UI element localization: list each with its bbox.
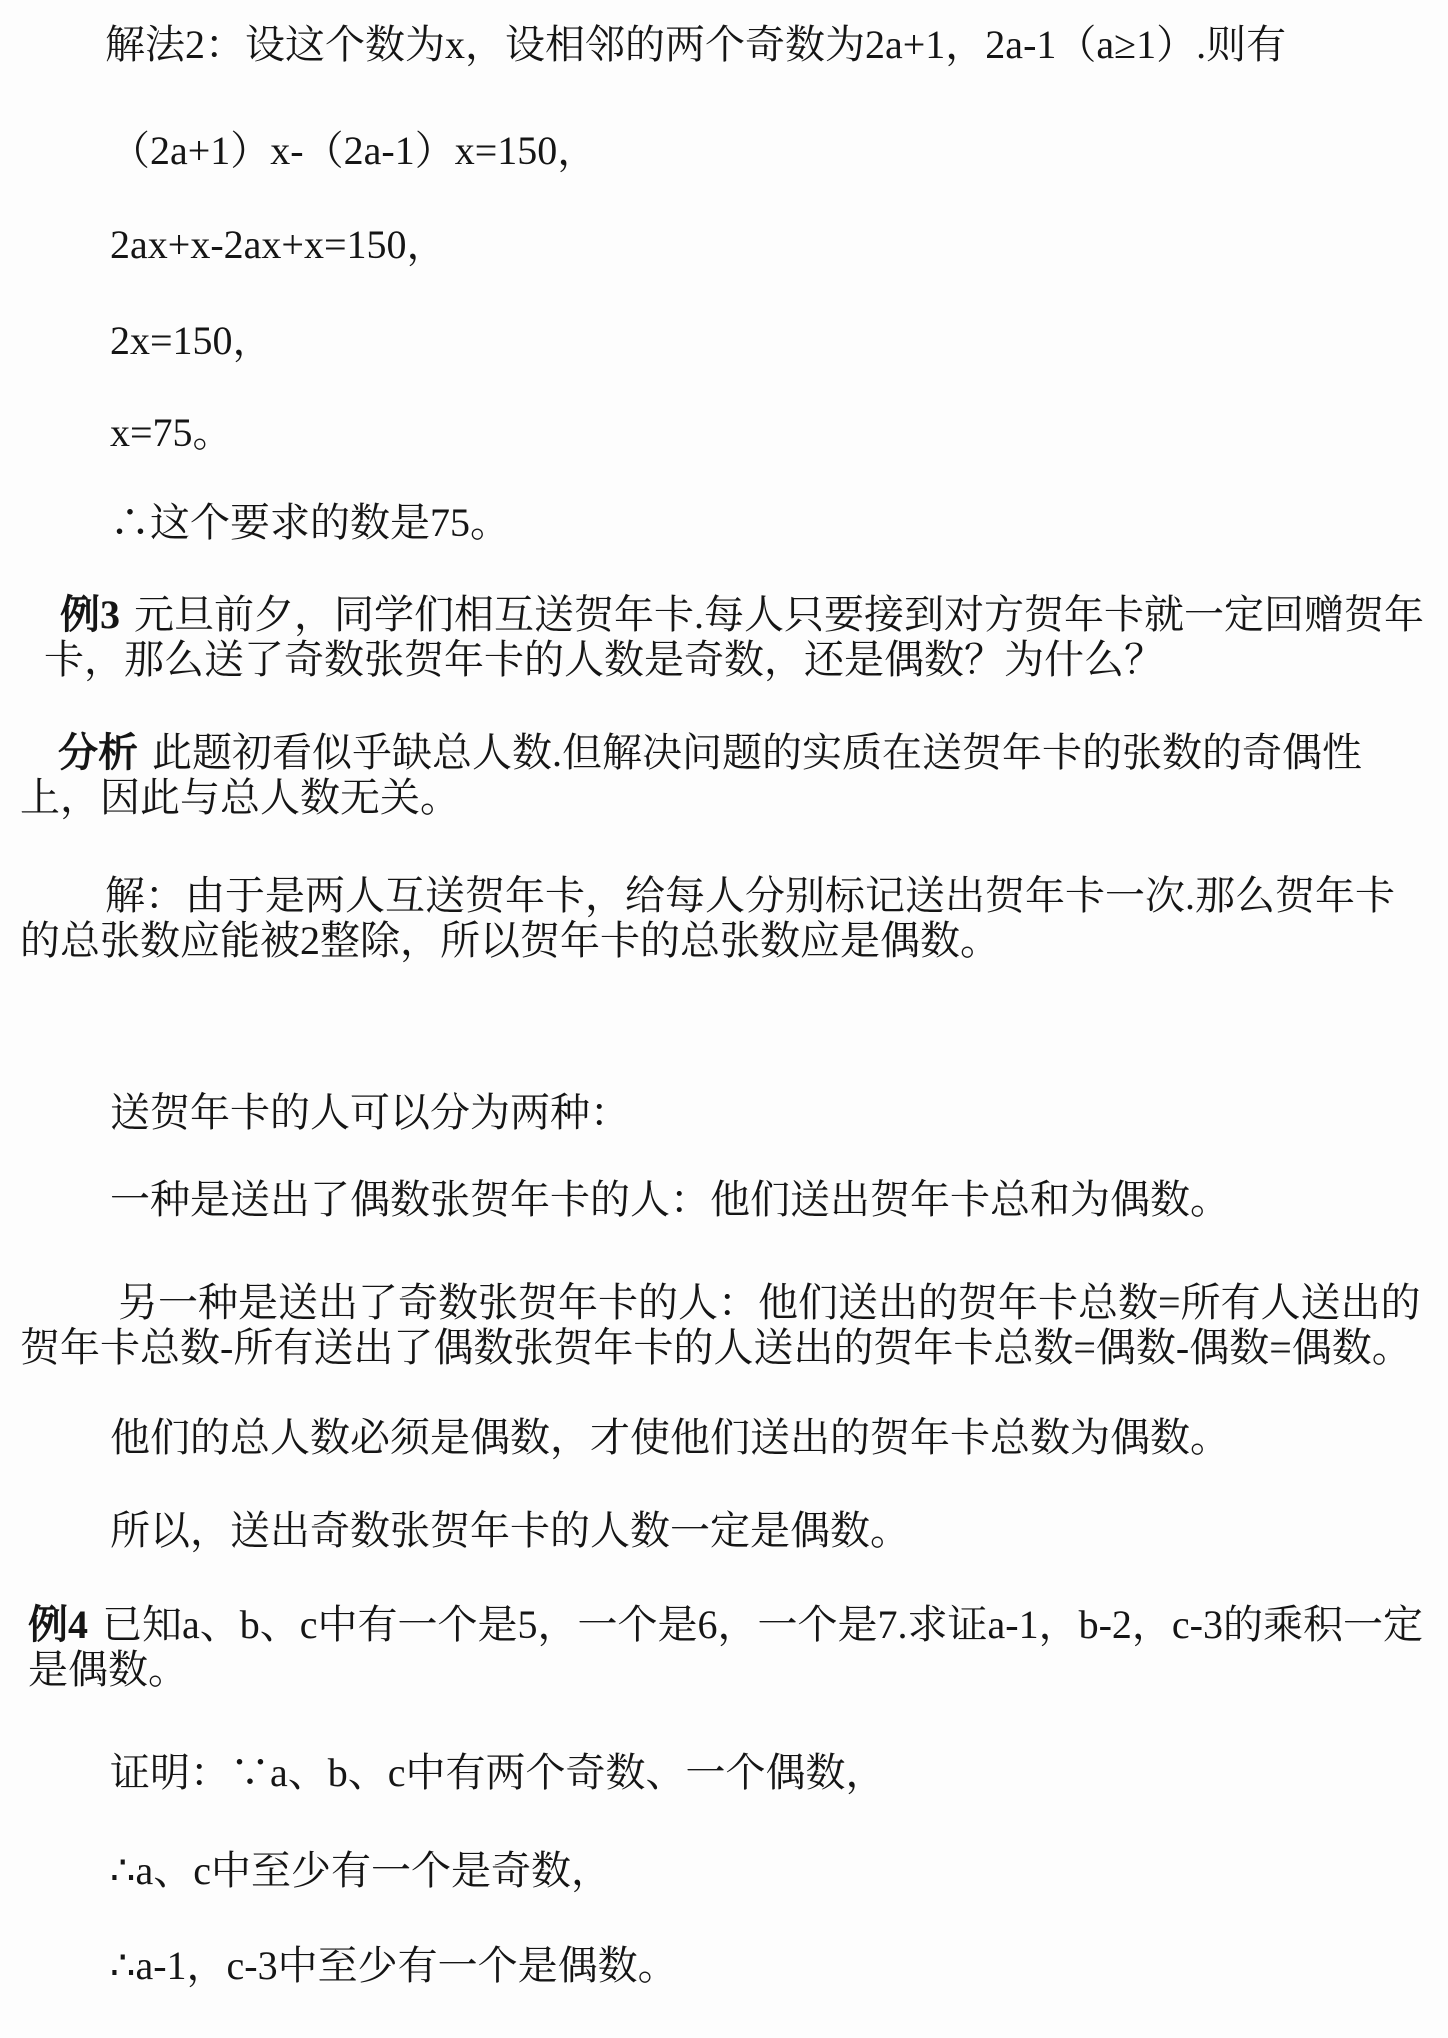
para-equation-3: 2x=150， [110,318,273,363]
para-solution2-conclusion: ∴这个要求的数是75。 [110,500,510,545]
para-proof-4-premise: 证明：∵a、b、c中有两个奇数、一个偶数， [110,1750,886,1795]
analysis-3-text: 此题初看似乎缺总人数.但解决问题的实质在送贺年卡的张数的奇偶性上，因此与总人数无关。 [20,730,1362,820]
para-proof-4-step1: ∴a、c中至少有一个是奇数， [110,1848,611,1893]
para-equation-4: x=75。 [110,410,233,455]
para-proof-4-step2: ∴a-1，c-3中至少有一个是偶数。 [110,1943,678,1988]
para-equation-2: 2ax+x-2ax+x=150， [110,222,447,267]
example-3-label: 例3 [60,592,120,637]
example-4-label: 例4 [28,1602,88,1647]
analysis-3-label: 分析 [58,730,138,775]
para-equation-1: （2a+1）x-（2a-1）x=150， [110,128,598,173]
para-solution-3: 解：由于是两人互送贺年卡，给每人分别标记送出贺年卡一次.那么贺年卡的总张数应能被2整除，所以贺年卡的总张数应是偶数。 [20,873,1395,963]
para-solution2-setup: 解法2：设这个数为x，设相邻的两个奇数为2a+1，2a-1（a≥1）.则有 [105,22,1287,67]
para-total-people-even: 他们的总人数必须是偶数，才使他们送出的贺年卡总数为偶数。 [110,1415,1230,1460]
para-senders-two-kinds: 送贺年卡的人可以分为两种： [110,1090,630,1135]
para-example-3 [44,592,1430,682]
para-analysis-3 [20,730,1430,820]
para-conclusion-3: 所以，送出奇数张贺年卡的人数一定是偶数。 [110,1508,910,1553]
para-example-4 [28,1602,1430,1692]
para-kind-odd: 另一种是送出了奇数张贺年卡的人：他们送出的贺年卡总数=所有人送出的贺年卡总数-所有送出了偶数张贺年卡的人送出的贺年卡总数=偶数-偶数=偶数。 [20,1280,1421,1370]
para-kind-even: 一种是送出了偶数张贺年卡的人：他们送出贺年卡总和为偶数。 [110,1177,1230,1222]
example-3-text: 元旦前夕，同学们相互送贺年卡.每人只要接到对方贺年卡就一定回赠贺年卡，那么送了奇数张贺年卡的人数是奇数，还是偶数？为什么？ [44,592,1424,682]
example-4-text: 已知a、b、c中有一个是5，一个是6，一个是7.求证a-1，b-2，c-3的乘积一定是偶数。 [28,1602,1423,1692]
